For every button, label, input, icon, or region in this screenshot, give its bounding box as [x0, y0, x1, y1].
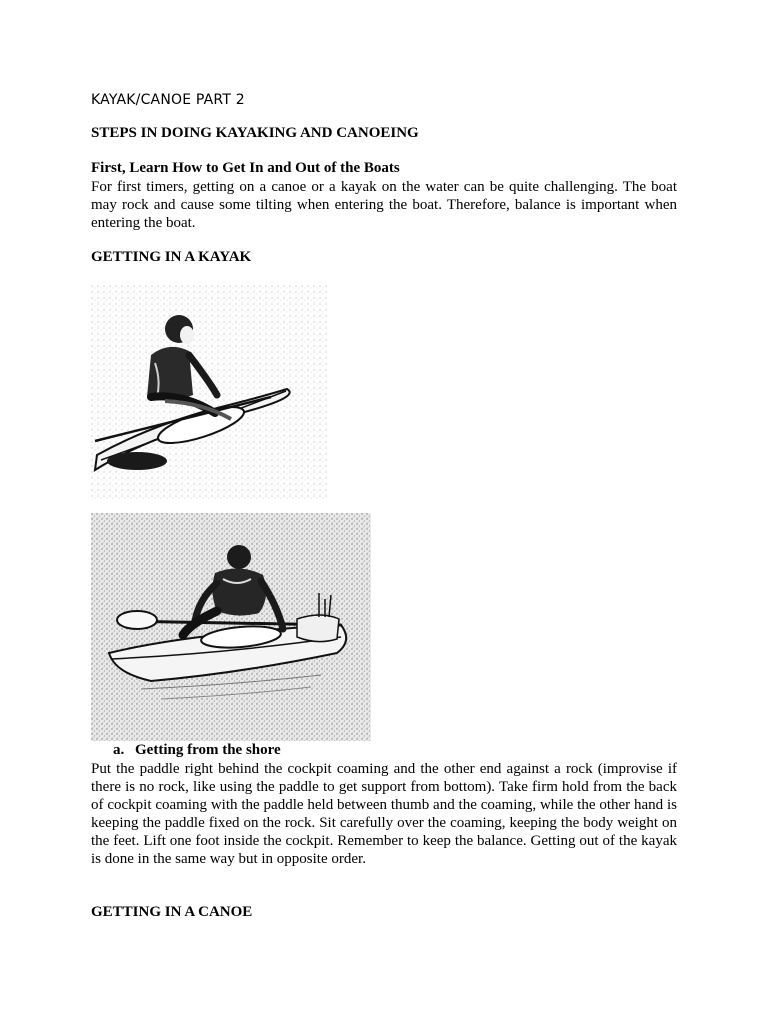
kayaker-entering-cockpit-illustration — [91, 513, 371, 741]
kayak-figure-1 — [91, 285, 327, 499]
canoe-heading: GETTING IN A CANOE — [91, 904, 253, 920]
main-heading: STEPS IN DOING KAYAKING AND CANOEING — [91, 125, 419, 141]
kayaker-sitting-illustration — [91, 285, 327, 499]
step-a-paragraph: Put the paddle right behind the cockpit coaming and the other end against a rock (improvise if there is no rock, like using the paddle to get support from bottom). Take firm hold from the back of cockpit coaming with the paddle held between thumb and the coaming, while the other hand is keeping the paddle fixed on the rock. Sit carefully over the coaming, keeping the body weight on the feet. Lift one foot inside the cockpit. Remember to keep the balance. Getting out of the kayak is done in the same way but in opposite order. — [91, 761, 677, 867]
step-a-label — [113, 742, 281, 759]
step-a-marker: a. — [113, 742, 125, 758]
step-a-title: Getting from the shore — [135, 742, 281, 758]
intro-paragraph: For first timers, getting on a canoe or a kayak on the water can be quite challenging. The boat may rock and cause some tilting when entering the boat. Therefore, balance is important when entering the boat. — [91, 179, 677, 231]
document-title: KAYAK/CANOE PART 2 — [91, 92, 245, 108]
kayak-figure-2 — [91, 513, 371, 741]
kayak-heading: GETTING IN A KAYAK — [91, 249, 252, 265]
section-heading: First, Learn How to Get In and Out of the Boats — [91, 160, 400, 176]
